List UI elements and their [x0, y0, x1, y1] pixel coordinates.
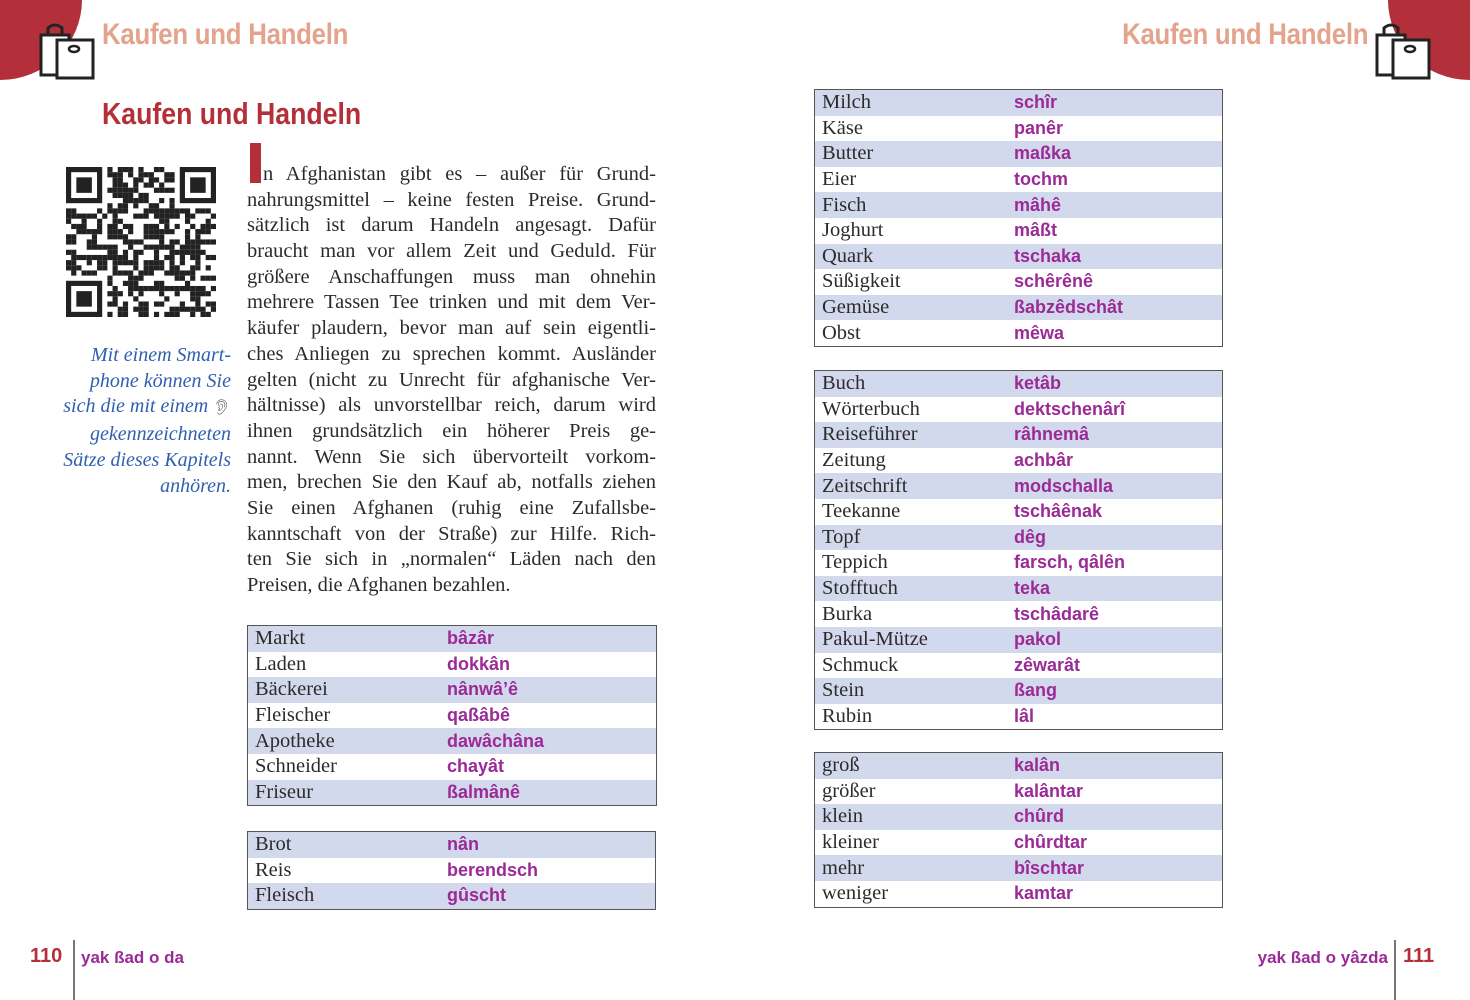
german-word: Bäckerei	[255, 678, 328, 701]
table-row	[815, 244, 1222, 270]
german-word: Wörterbuch	[822, 397, 920, 420]
vocab-table-goods	[814, 370, 1223, 730]
dari-transliteration: chûrdtar	[1014, 832, 1088, 853]
vocab-table-food-basic	[247, 831, 656, 910]
dari-transliteration: bîschtar	[1014, 857, 1085, 878]
table-row	[815, 830, 1222, 856]
ear-icon: 👂︎	[208, 400, 231, 417]
table-row	[815, 320, 1222, 346]
shopping-bag-icon	[38, 22, 98, 82]
page-title: Kaufen und Handeln	[102, 96, 362, 131]
german-word: Gemüse	[822, 296, 890, 319]
german-word: Buch	[822, 372, 866, 395]
shopping-bag-icon	[1374, 22, 1434, 82]
german-word: Eier	[822, 168, 857, 191]
table-row	[815, 627, 1222, 653]
dari-transliteration: panêr	[1014, 117, 1064, 138]
table-row	[815, 704, 1222, 730]
dari-transliteration: gûscht	[447, 885, 507, 906]
paragraph-line: Preisen, die Afghanen bezahlen.	[247, 574, 511, 596]
paragraph-line: größere Anschaffungen muss man ohnehin	[247, 265, 656, 288]
german-word: Milch	[822, 91, 871, 114]
dari-transliteration: nânwâ’ê	[447, 679, 519, 700]
german-word: Apotheke	[255, 729, 335, 752]
dari-transliteration: achbâr	[1014, 450, 1074, 471]
german-word: Zeitung	[822, 449, 886, 472]
dari-transliteration: farsch, qâlên	[1014, 552, 1126, 573]
dari-transliteration: tochm	[1014, 169, 1068, 190]
vocab-table-comparatives	[814, 752, 1223, 908]
footer-divider	[73, 940, 75, 1000]
german-word: Käse	[822, 116, 863, 139]
dari-transliteration: maßka	[1014, 143, 1072, 164]
caption-line	[50, 343, 231, 369]
table-row	[815, 167, 1222, 193]
german-word: Quark	[822, 244, 874, 267]
german-word: Teppich	[822, 551, 888, 574]
table-row	[815, 473, 1222, 499]
dari-transliteration: schîr	[1014, 92, 1058, 113]
table-row	[815, 653, 1222, 679]
table-row	[815, 678, 1222, 704]
dari-transliteration: ßalmânê	[447, 781, 521, 802]
dari-transliteration: modschalla	[1014, 475, 1114, 496]
table-row	[248, 626, 656, 652]
german-word: Schneider	[255, 755, 337, 778]
intro-paragraph	[247, 162, 656, 599]
german-word: Joghurt	[822, 219, 884, 242]
german-word: Reiseführer	[822, 423, 918, 446]
caption-line	[50, 474, 231, 500]
dari-transliteration: chûrd	[1014, 806, 1065, 827]
paragraph-line: men, brechen Sie den Kauf ab, notfalls ziehen	[247, 471, 656, 494]
table-row	[815, 550, 1222, 576]
paragraph-line: nahrungsmittel – keine festen Preise. Grund-	[247, 188, 656, 211]
table-row	[815, 141, 1222, 167]
dari-transliteration: teka	[1014, 578, 1051, 599]
german-word: mehr	[822, 856, 865, 879]
dari-transliteration: chayât	[447, 756, 505, 777]
german-word: weniger	[822, 882, 889, 905]
page-number-right: 111	[1403, 945, 1435, 967]
dari-transliteration: dêg	[1014, 526, 1047, 547]
german-word: Schmuck	[822, 653, 899, 676]
german-word: Reis	[255, 858, 292, 881]
table-row	[815, 448, 1222, 474]
german-word: kleiner	[822, 831, 879, 854]
caption-line	[50, 448, 231, 474]
table-row	[248, 780, 656, 806]
german-word: Fleischer	[255, 704, 331, 727]
table-row	[815, 499, 1222, 525]
paragraph-line: ches Anliegen zu sprechen kommt. Ausländer	[247, 342, 656, 365]
vocab-table-dairy	[814, 89, 1223, 347]
german-word: Butter	[822, 142, 874, 165]
table-row	[815, 881, 1222, 907]
footer-text-right: yak ßad o yâzda	[1257, 948, 1388, 967]
table-row	[248, 832, 655, 858]
qr-caption	[50, 343, 231, 499]
table-row	[815, 269, 1222, 295]
table-row	[815, 192, 1222, 218]
caption-line	[50, 394, 231, 422]
table-row	[248, 703, 656, 729]
paragraph-line: ten Sie sich in „normalen“ Läden nach den	[247, 548, 656, 571]
dari-transliteration: dokkân	[447, 653, 511, 674]
dari-transliteration: dawâchâna	[447, 730, 545, 751]
german-word: Burka	[822, 602, 873, 625]
table-row	[248, 858, 655, 884]
dari-transliteration: râhnemâ	[1014, 424, 1090, 445]
dari-transliteration: ßang	[1014, 680, 1057, 701]
german-word: Obst	[822, 321, 861, 344]
german-word: Laden	[255, 652, 307, 675]
caption-text: Sätze dieses Kapitels	[63, 448, 231, 471]
paragraph-line: n Afghanistan gibt es – außer für Grund-	[263, 163, 656, 185]
dari-transliteration: qaßâbê	[447, 705, 511, 726]
table-row	[248, 677, 656, 703]
table-row	[248, 754, 656, 780]
footer-text-left: yak ßad o da	[81, 948, 184, 967]
dari-transliteration: kalântar	[1014, 780, 1084, 801]
paragraph-line: hältnisse) als unvorstellbar reich, darum wird	[247, 394, 656, 417]
german-word: Rubin	[822, 705, 873, 728]
german-word: Stein	[822, 679, 865, 702]
dari-transliteration: berendsch	[447, 859, 539, 880]
dari-transliteration: mâßt	[1014, 220, 1058, 241]
caption-text: anhören.	[160, 474, 231, 497]
paragraph-line: käufer plaudern, bevor man auf sein eigentli-	[247, 317, 656, 340]
german-word: Markt	[255, 627, 306, 650]
german-word: Brot	[255, 833, 292, 856]
dari-transliteration: bâzâr	[447, 628, 495, 649]
german-word: Friseur	[255, 780, 314, 803]
german-word: Fleisch	[255, 884, 315, 907]
dari-transliteration: dektschenârî	[1014, 398, 1126, 419]
dari-transliteration: kamtar	[1014, 883, 1074, 904]
table-row	[815, 397, 1222, 423]
table-row	[815, 855, 1222, 881]
caption-text: Mit einem Smart-	[91, 344, 231, 366]
german-word: Fisch	[822, 193, 867, 216]
german-word: Stofftuch	[822, 577, 898, 600]
table-row	[815, 779, 1222, 805]
dari-transliteration: ketâb	[1014, 373, 1062, 394]
dari-transliteration: tschaka	[1014, 245, 1082, 266]
caption-line	[50, 422, 231, 448]
paragraph-line: kanntschaft von der Straße) zur Hilfe. Rich-	[247, 522, 656, 545]
table-row	[815, 422, 1222, 448]
table-row	[815, 218, 1222, 244]
paragraph-line: Sie einen Afghanen (ruhig eine Zufallsbe-	[247, 496, 656, 519]
table-row	[815, 753, 1222, 779]
dari-transliteration: mâhê	[1014, 194, 1062, 215]
caption-line	[50, 369, 231, 395]
footer-divider	[1394, 940, 1396, 1000]
german-word: Teekanne	[822, 500, 901, 523]
paragraph-line: nannt. Wenn Sie sich übervorteilt vorkom-	[247, 445, 656, 468]
paragraph-line: braucht man vor allem Zeit und Geduld. Für	[247, 240, 656, 263]
german-word: Topf	[822, 525, 861, 548]
dari-transliteration: tschâdarê	[1014, 603, 1100, 624]
dari-transliteration: tschâênak	[1014, 501, 1103, 522]
running-head-left: Kaufen und Handeln	[102, 18, 349, 51]
table-row	[815, 371, 1222, 397]
table-row	[248, 652, 656, 678]
dari-transliteration: mêwa	[1014, 322, 1065, 343]
table-row	[815, 804, 1222, 830]
table-row	[815, 116, 1222, 142]
dari-transliteration: schêrênê	[1014, 271, 1094, 292]
paragraph-line: mehrere Tassen Tee trinken und mit dem Ver-	[247, 291, 656, 314]
vocab-table-shops	[247, 625, 657, 806]
table-row	[248, 883, 655, 909]
german-word: größer	[822, 779, 876, 802]
qr-code[interactable]	[66, 167, 216, 317]
dari-transliteration: pakol	[1014, 629, 1062, 650]
dari-transliteration: lâl	[1014, 706, 1035, 727]
german-word: klein	[822, 805, 863, 828]
german-word: Pakul-Mütze	[822, 628, 928, 651]
table-row	[815, 295, 1222, 321]
page-number-left: 110	[30, 945, 63, 967]
dari-transliteration: kalân	[1014, 755, 1061, 776]
dari-transliteration: ßabzêdschât	[1014, 297, 1124, 318]
german-word: groß	[822, 754, 860, 777]
table-row	[815, 601, 1222, 627]
paragraph-line: sätzlich ist darum Handeln angesagt. Dafür	[247, 214, 656, 237]
running-head-right: Kaufen und Handeln	[1121, 18, 1368, 51]
dari-transliteration: nân	[447, 834, 480, 855]
table-row	[815, 90, 1222, 116]
caption-text: sich die mit einem	[63, 395, 209, 418]
dari-transliteration: zêwarât	[1014, 654, 1081, 675]
table-row	[815, 576, 1222, 602]
table-row	[815, 525, 1222, 551]
german-word: Zeitschrift	[822, 474, 908, 497]
table-row	[248, 728, 656, 754]
paragraph-line: gelten (nicht zu Unrecht für afghanische Ver-	[247, 368, 656, 391]
german-word: Süßigkeit	[822, 270, 901, 293]
caption-text: phone können Sie	[89, 369, 231, 392]
paragraph-line: ihnen grundsätzlich ein höherer Preis ge-	[247, 419, 656, 442]
caption-text: gekennzeichneten	[89, 423, 231, 446]
